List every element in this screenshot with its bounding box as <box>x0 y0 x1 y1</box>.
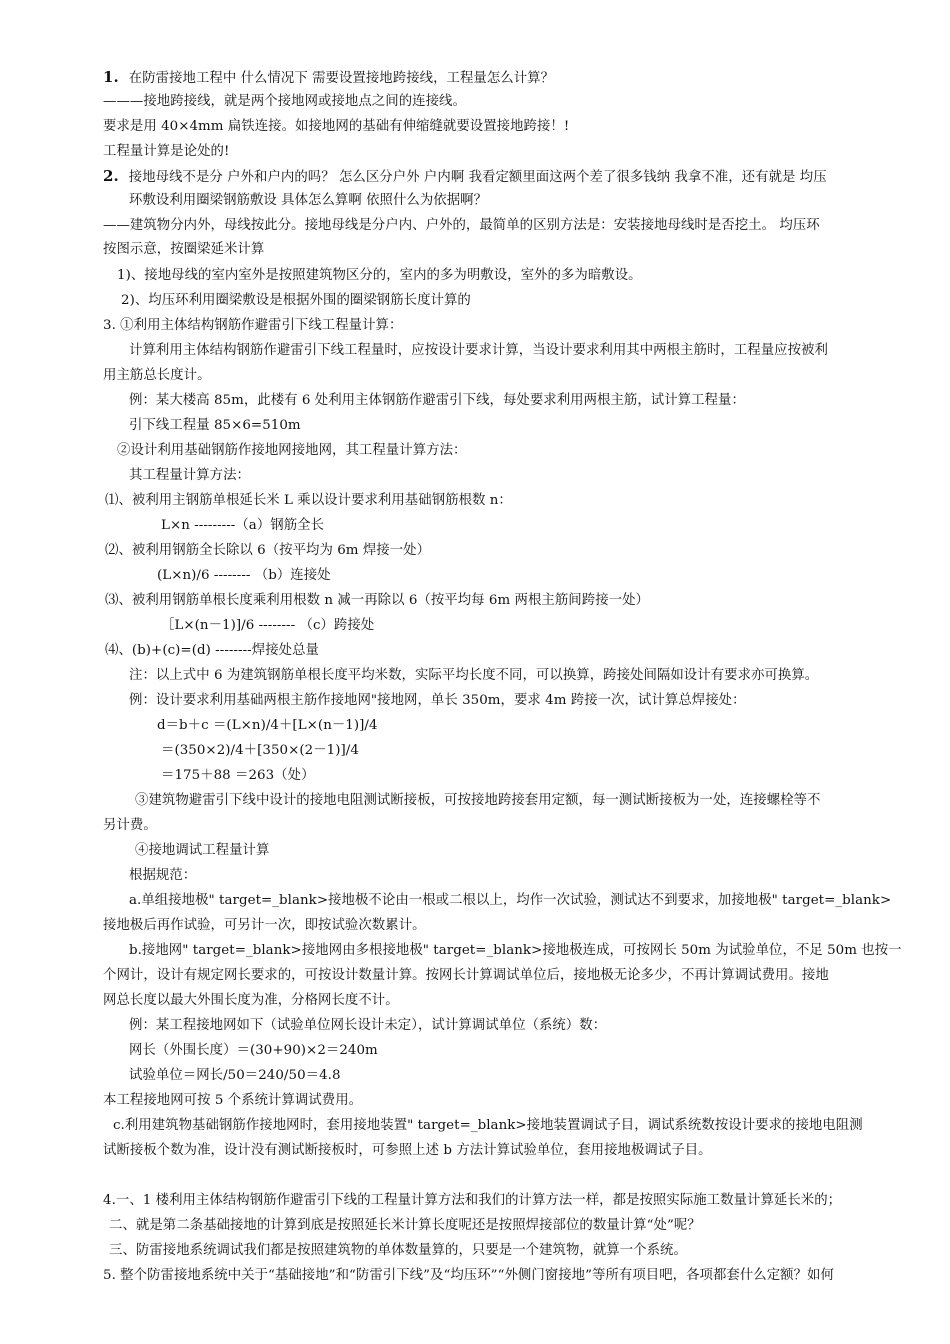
text-line: 其工程量计算方法： <box>129 468 250 483</box>
text-line: 例：设计要求利用基础两根主筋作接地网"接地网，单长 350m，要求 4m 跨接一次，试计算总焊接处： <box>129 693 746 708</box>
formula-line: ＝(350×2)/4＋[350×(2－1)]/4 <box>161 743 359 758</box>
text-line: ——建筑物分内外，母线按此分。接地母线是分户内、户外的，最简单的区别方法是：安装接地母线时是否挖土。 均压环 <box>103 218 820 233</box>
text-line: 另计费。 <box>103 818 157 833</box>
text-line: ⑵、被利用钢筋全长除以 6（按平均为 6m 焊接一处） <box>105 543 431 558</box>
text-line: 要求是用 40×4mm 扁铁连接。如接地网的基础有伸缩缝就要设置接地跨接！! <box>103 119 570 134</box>
formula-line: (L×n)/6 -------- （b）连接处 <box>157 568 331 583</box>
question-5-line: 5. 整个防雷接地系统中关于“基础接地”和“防雷引下线”及“均压环”“外侧门窗接地”等所有项目吧，各项都套什么定额？如何 <box>103 1268 834 1283</box>
section-heading: 3. ①利用主体结构钢筋作避雷引下线工程量计算： <box>103 318 403 333</box>
text-line: 试断接板个数为准，设计没有测试断接板时，可参照上述 b 方法计算试验单位，套用接地极调试子目。 <box>103 1143 712 1158</box>
text-line: 例：某大楼高 85m，此楼有 6 处利用主体钢筋作避雷引下线，每处要求利用两根主筋，试计算工程量： <box>129 393 745 408</box>
question-number: 2. <box>103 167 119 185</box>
text-line: 计算利用主体结构钢筋作避雷引下线工程量时，应按设计要求计算，当设计要求利用其中两根主筋时，工程量应按被利 <box>129 343 828 358</box>
text-line: 引下线工程量 85×6=510m <box>129 418 301 433</box>
text-line: c.利用建筑物基础钢筋作接地网时，套用接地装置" target=_blank>接地装置调试子目，调试系统数按设计要求的接地电阻测 <box>113 1118 863 1133</box>
text-line: 例：某工程接地网如下（试验单位网长设计未定），试计算调试单位（系统）数： <box>129 1018 607 1033</box>
text-line: 用主筋总长度计。 <box>103 368 211 383</box>
question-number: 1. <box>103 68 119 86</box>
text-line: b.接地网" target=_blank>接地网由多根接地极" target=_blank>接地极连成，可按网长 50m 为试验单位，不足 50m 也按一 <box>129 943 902 958</box>
text-line: 三、防雷接地系统调试我们都是按照建筑物的单体数量算的，只要是一个建筑物，就算一个系统。 <box>109 1243 687 1258</box>
text-line: 接地极后再作试验，可另计一次，即按试验次数累计。 <box>103 918 426 933</box>
text-line: ④接地调试工程量计算 <box>135 843 270 858</box>
question-1-line <box>103 67 554 89</box>
question-2-line <box>103 166 827 188</box>
text-line: ⑶、被利用钢筋单根长度乘利用根数 n 减一再除以 6（按平均每 6m 两根主筋间跨接一处） <box>105 593 649 608</box>
formula-line: ［L×(n－1)]/6 -------- （c）跨接处 <box>161 618 375 633</box>
text-line: ———接地跨接线，就是两个接地网或接地点之间的连接线。 <box>103 94 466 109</box>
text-line: 根据规范： <box>129 868 197 883</box>
question-text: 在防雷接地工程中 什么情况下 需要设置接地跨接线，工程量怎么计算？ <box>128 71 555 86</box>
formula-line: ＝175＋88 ＝263（处） <box>161 768 315 783</box>
answer-4-line: 4.一、1 楼利用主体结构钢筋作避雷引下线的工程量计算方法和我们的计算方法一样，都是按照实际施工数量计算延长米的； <box>103 1193 842 1208</box>
text-line: 1)、接地母线的室内室外是按照建筑物区分的，室内的多为明敷设，室外的多为暗敷设。 <box>117 268 642 283</box>
text-line: ⑷、(b)+(c)=(d) --------焊接处总量 <box>105 643 319 658</box>
question-text: 接地母线不是分 户外和户内的吗？ 怎么区分户外 户内啊 我看定额里面这两个差了很多钱纳 我拿不准，还有就是 均压 <box>128 170 827 185</box>
text-line: ②设计利用基础钢筋作接地网接地网，其工程量计算方法： <box>117 443 467 458</box>
text-line: a.单组接地极" target=_blank>接地极不论由一根或二根以上，均作一次试验，测试达不到要求，加接地极" target=_blank> <box>129 893 892 908</box>
text-line: 工程量计算是论处的! <box>103 144 230 159</box>
text-line: 个网计，设计有规定网长要求的，可按设计数量计算。按网长计算调试单位后，接地极无论多少，不再计算调试费用。接地 <box>103 968 829 983</box>
text-line: 环敷设利用圈梁钢筋敷设 具体怎么算啊 依照什么为依据啊？ <box>129 193 488 208</box>
text-line: ③建筑物避雷引下线中设计的接地电阻测试断接板，可按接地跨接套用定额，每一测试断接板为一处，连接螺栓等不 <box>135 793 821 808</box>
formula-line: d＝b＋c ＝(L×n)/4＋[L×(n－1)]/4 <box>157 718 378 733</box>
note-line: 注：以上式中 6 为建筑钢筋单根长度平均米数，实际平均长度不同，可以换算，跨接处间隔如设计有要求亦可换算。 <box>129 668 819 683</box>
text-line: 按图示意，按圈梁延米计算 <box>103 242 265 257</box>
formula-line: 试验单位＝网长/50＝240/50＝4.8 <box>129 1068 341 1083</box>
text-line: 2)、均压环利用圈梁敷设是根据外围的圈梁钢筋长度计算的 <box>121 293 471 308</box>
text-line: 二、就是第二条基础接地的计算到底是按照延长米计算长度呢还是按照焊接部位的数量计算“处”呢？ <box>109 1218 701 1233</box>
formula-line: 网长（外围长度）＝(30+90)×2＝240m <box>129 1043 378 1058</box>
formula-line: L×n ---------（a）钢筋全长 <box>161 518 325 533</box>
text-line: ⑴、被利用主钢筋单根延长米 L 乘以设计要求利用基础钢筋根数 n： <box>105 493 512 508</box>
text-line: 本工程接地网可按 5 个系统计算调试费用。 <box>103 1093 363 1108</box>
text-line: 网总长度以最大外围长度为准，分格网长度不计。 <box>103 993 399 1008</box>
